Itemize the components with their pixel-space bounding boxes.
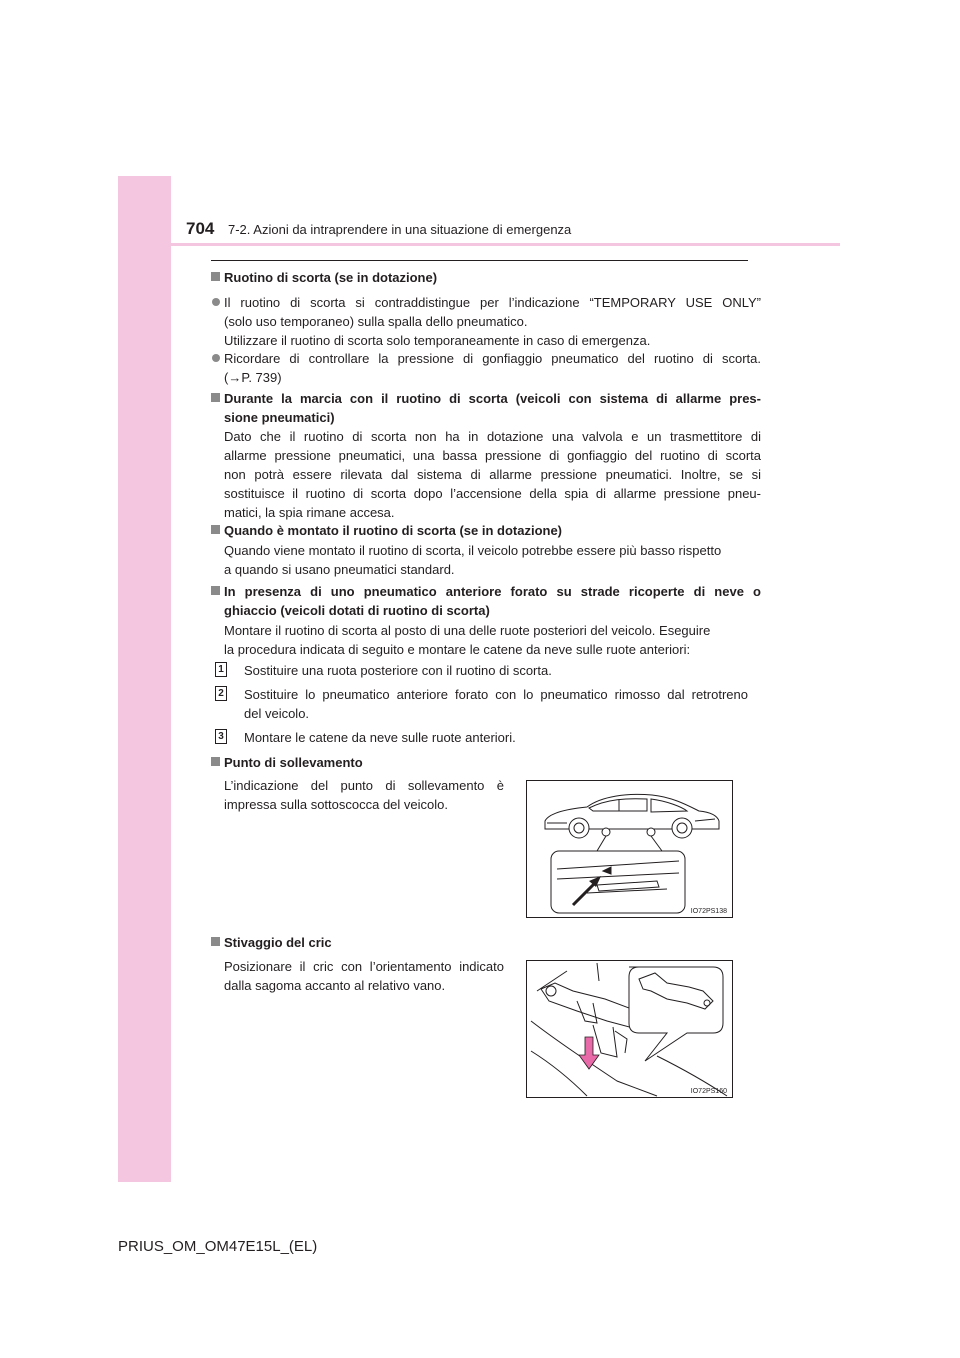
footer-doc-code: PRIUS_OM_OM47E15L_(EL) xyxy=(118,1238,318,1255)
jack-storage-paragraph: Posizionare il cric con l’orientamento indicato dalla sagoma accanto al relativo vano. xyxy=(224,959,504,993)
square-bullet-icon xyxy=(211,757,220,766)
section-title: 7-2. Azioni da intraprendere in una situazione di emergenza xyxy=(228,222,572,237)
flat-tire-heading: In presenza di uno pneumatico anteriore forato su strade ricoperte di neve o ghiaccio (veicoli dotati di ruotino di scorta) xyxy=(211,582,761,620)
mounted-paragraph: Quando viene montato il ruotino di scorta, il veicolo potrebbe essere più basso rispetto a quando si usano pneumatici standard. xyxy=(224,543,722,577)
square-bullet-icon xyxy=(211,393,220,402)
round-bullet-icon xyxy=(212,298,220,306)
square-bullet-icon xyxy=(211,937,220,946)
lift-point-paragraph: L’indicazione del punto di sollevamento è impressa sulla sottoscocca del veicolo. xyxy=(224,778,504,812)
step-1: 1 Sostituire una ruota posteriore con il ruotino di scorta. xyxy=(215,661,748,680)
round-bullet-icon xyxy=(212,354,220,362)
jack-storage-heading: Stivaggio del cric xyxy=(211,933,761,952)
top-divider xyxy=(211,260,748,261)
figure-id: IO72PS160 xyxy=(690,1088,727,1095)
square-bullet-icon xyxy=(211,586,220,595)
spare-heading: Ruotino di scorta (se in dotazione) xyxy=(211,268,761,287)
driving-heading: Durante la marcia con il ruotino di scorta (veicoli con sistema di allarme pres- sione pneumatici) xyxy=(211,389,761,427)
sidebar-tab xyxy=(118,176,171,1182)
driving-paragraph: Dato che il ruotino di scorta non ha in dotazione una valvola e un trasmettitore di allarme pressione pneumatici, una bassa pressione di gonfiaggio del ruotino di scorta non potrà essere rilevata dal sistema di allarme pressione pneumatici. Inoltre, se si sostituisce il ruotino di scorta dopo l’accensione della spia di allarme pressione pneu- matici, la spia rimane accesa. xyxy=(224,429,761,520)
flat-tire-paragraph: Montare il ruotino di scorta al posto di una delle ruote posteriori del veicolo. Eseguire la procedura indicata di seguito e montare le catene da neve sulle ruote anteriori: xyxy=(224,623,711,657)
figure-id: IO72PS138 xyxy=(690,908,727,915)
square-bullet-icon xyxy=(211,272,220,281)
step-number: 2 xyxy=(215,686,227,701)
spare-bullet-2: Ricordare di controllare la pressione di gonfiaggio pneumatico del ruotino di scorta. (→P. 739) xyxy=(211,349,761,387)
jack-storage-figure xyxy=(526,960,733,1098)
step-number: 1 xyxy=(215,662,227,677)
page-reference[interactable]: (→P. 739) xyxy=(224,370,282,385)
spare-bullet-1: Il ruotino di scorta si contraddistingue per l’indicazione “TEMPORARY USE ONLY” (solo uso temporaneo) sulla spalla dello pneumatico. Utilizzare il ruotino di scorta solo temporaneamente in caso di emergenza. xyxy=(211,293,761,350)
lift-point-figure xyxy=(526,780,733,918)
jack-storage-illustration xyxy=(527,961,732,1097)
page-number: 704 xyxy=(186,219,215,238)
step-3: 3 Montare le catene da neve sulle ruote anteriori. xyxy=(215,728,748,747)
square-bullet-icon xyxy=(211,525,220,534)
step-2: 2 Sostituire lo pneumatico anteriore forato con lo pneumatico rimosso dal retrotreno del veicolo. xyxy=(215,685,748,723)
step-number: 3 xyxy=(215,729,227,744)
header-rule xyxy=(171,243,840,246)
car-jack-point-illustration xyxy=(527,781,732,917)
lift-point-heading: Punto di sollevamento xyxy=(211,753,761,772)
mounted-heading: Quando è montato il ruotino di scorta (se in dotazione) xyxy=(211,521,761,540)
